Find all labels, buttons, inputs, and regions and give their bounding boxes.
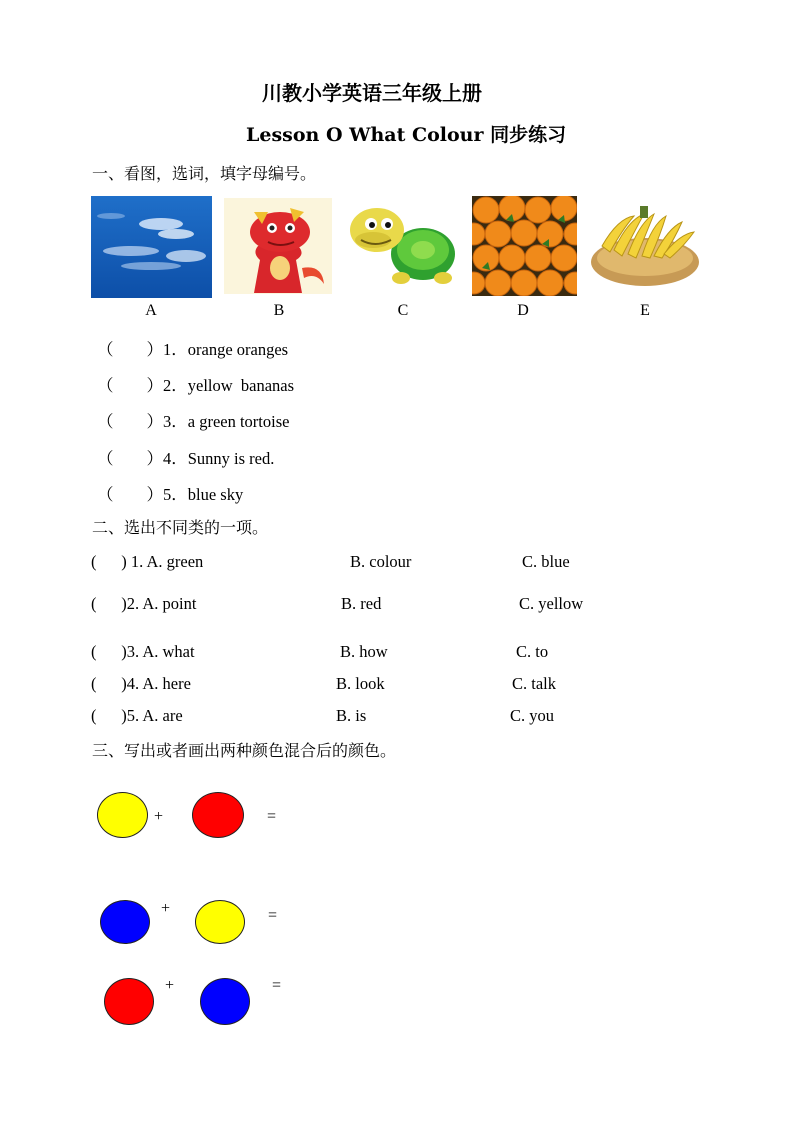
option-b: B. colour [350, 552, 412, 571]
answer-blank[interactable]: （ ） [97, 485, 163, 504]
option-b: B. is [336, 706, 367, 725]
picture-label-a: A [145, 302, 157, 319]
item-text: orange oranges [187, 340, 289, 359]
question-lead[interactable]: ( )2. A. point [91, 594, 197, 613]
answer-blank[interactable]: （ ） [97, 376, 163, 395]
matching-item [97, 481, 243, 505]
color-circle-red [192, 792, 244, 838]
page-subtitle: Lesson O What Colour 同步练习 [246, 124, 567, 146]
item-text: a green tortoise [187, 412, 290, 431]
color-circle-blue [200, 978, 250, 1025]
answer-blank[interactable]: （ ） [97, 449, 163, 468]
equals-sign: = [267, 808, 277, 825]
option-c: C. you [510, 706, 555, 725]
color-circle-red [104, 978, 154, 1025]
item-text: Sunny is red. [187, 449, 275, 468]
plus-sign: + [165, 977, 175, 994]
item-number: 5． [163, 485, 188, 504]
option-b: B. how [340, 642, 388, 661]
option-c: C. blue [522, 552, 570, 571]
picture-label-b: B [273, 302, 285, 319]
plus-sign: + [161, 900, 171, 917]
equals-sign: = [268, 907, 278, 924]
matching-item [97, 372, 294, 396]
sky-picture [91, 196, 212, 298]
item-text: yellow bananas [187, 376, 295, 395]
page-title: 川教小学英语三年级上册 [262, 81, 482, 105]
equals-sign: = [272, 977, 282, 994]
option-b: B. red [341, 594, 382, 613]
answer-blank[interactable]: （ ） [97, 412, 163, 431]
matching-item [97, 408, 289, 432]
color-circle-yellow [195, 900, 245, 944]
dragon-picture [224, 198, 332, 294]
option-c: C. to [516, 642, 549, 661]
item-number: 3． [163, 412, 188, 431]
oranges-picture [472, 196, 577, 296]
option-b: B. look [336, 674, 385, 693]
picture-label-d: D [517, 302, 529, 319]
section-1-heading: 一、看图，选词，填字母编号。 [92, 164, 317, 183]
color-circle-yellow [97, 792, 148, 838]
answer-blank[interactable]: （ ） [97, 340, 163, 359]
question-lead[interactable]: ( )5. A. are [91, 706, 183, 725]
question-lead[interactable]: ( )4. A. here [91, 674, 191, 693]
option-c: C. yellow [519, 594, 584, 613]
picture-label-c: C [397, 302, 409, 319]
option-c: C. talk [512, 674, 556, 693]
item-text: blue sky [187, 485, 244, 504]
matching-item [97, 336, 288, 360]
color-circle-blue [100, 900, 150, 944]
plus-sign: + [154, 808, 164, 825]
bananas-picture [588, 200, 702, 292]
item-number: 2． [163, 376, 188, 395]
item-number: 4． [163, 449, 188, 468]
section-3-heading: 三、写出或者画出两种颜色混合后的颜色。 [92, 741, 397, 760]
tortoise-picture [345, 196, 458, 288]
picture-label-e: E [640, 302, 650, 319]
section-2-heading: 二、选出不同类的一项。 [92, 518, 269, 537]
matching-item [97, 445, 274, 469]
question-lead[interactable]: ( ) 1. A. green [91, 552, 204, 571]
item-number: 1． [163, 340, 188, 359]
question-lead[interactable]: ( )3. A. what [91, 642, 195, 661]
